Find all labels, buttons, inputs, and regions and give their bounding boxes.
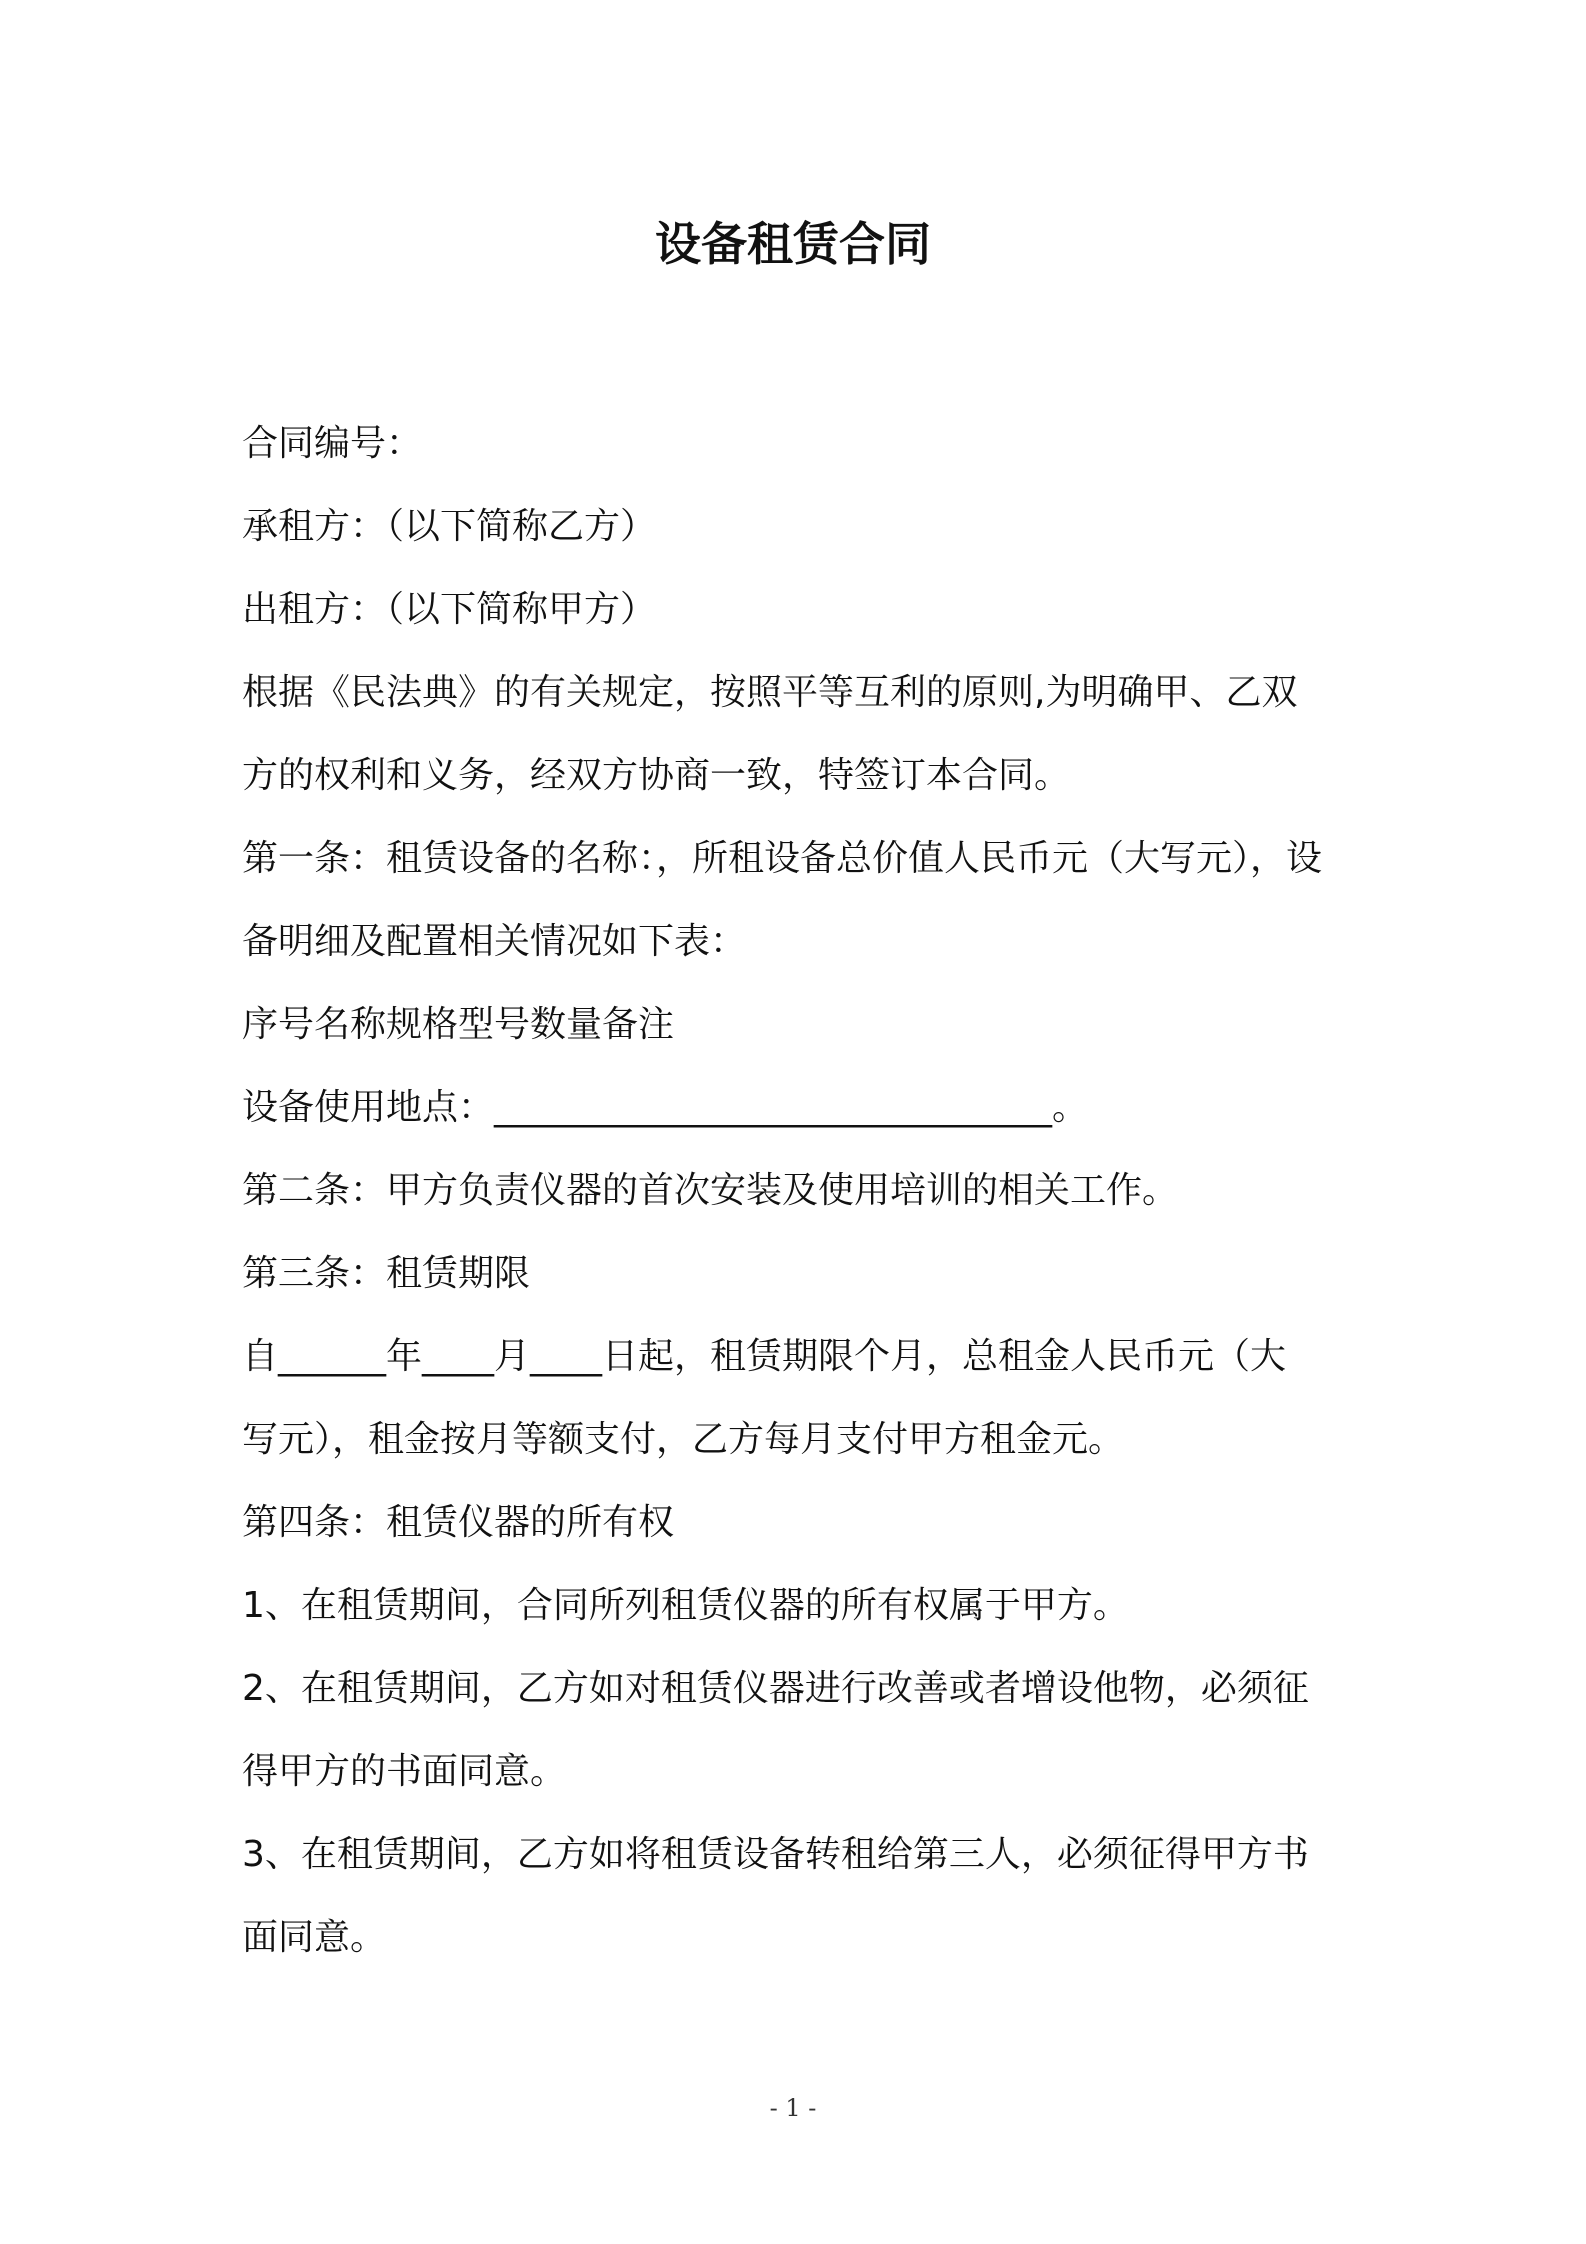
lessor-line: 出租方：（以下简称甲方） [242, 589, 657, 630]
equipment-table-header: 序号名称规格型号数量备注 [242, 1004, 675, 1045]
preamble-line-1: 根据《民法典》的有关规定，按照平等互利的原则,为明确甲、乙双 [242, 672, 1298, 713]
lease-term-line-1: 自______年____月____日起，租赁期限个月，总租金人民币元（大 [242, 1336, 1287, 1377]
contract-number-line: 合同编号： [242, 423, 423, 464]
article-3-heading: 第三条：租赁期限 [242, 1253, 531, 1294]
ownership-item-3-line-1: 3、在租赁期间，乙方如将租赁设备转租给第三人，必须征得甲方书 [242, 1834, 1309, 1875]
contract-body [242, 402, 1362, 1979]
ownership-item-2-line-2: 得甲方的书面同意。 [242, 1751, 567, 1792]
lessee-line: 承租方：（以下简称乙方） [242, 506, 657, 547]
document-title: 设备租赁合同 [655, 217, 931, 271]
article-1-line-1: 第一条：租赁设备的名称：，所租设备总价值人民币元（大写元），设 [242, 838, 1323, 879]
ownership-item-3-line-2: 面同意。 [242, 1917, 387, 1958]
article-1-line-2: 备明细及配置相关情况如下表： [242, 921, 747, 962]
ownership-item-2-line-1: 2、在租赁期间，乙方如对租赁仪器进行改善或者增设他物，必须征 [242, 1668, 1309, 1709]
ownership-item-1: 1、在租赁期间，合同所列租赁仪器的所有权属于甲方。 [242, 1585, 1129, 1626]
preamble-line-2: 方的权利和义务，经双方协商一致，特签订本合同。 [242, 755, 1071, 796]
lease-term-line-2: 写元），租金按月等额支付，乙方每月支付甲方租金元。 [242, 1419, 1125, 1460]
article-4-heading: 第四条：租赁仪器的所有权 [242, 1502, 675, 1543]
equipment-location-line: 设备使用地点：_______________________________。 [242, 1087, 1089, 1128]
page-number: - 1 - [769, 2094, 817, 2122]
article-2-line: 第二条：甲方负责仪器的首次安装及使用培训的相关工作。 [242, 1170, 1179, 1211]
